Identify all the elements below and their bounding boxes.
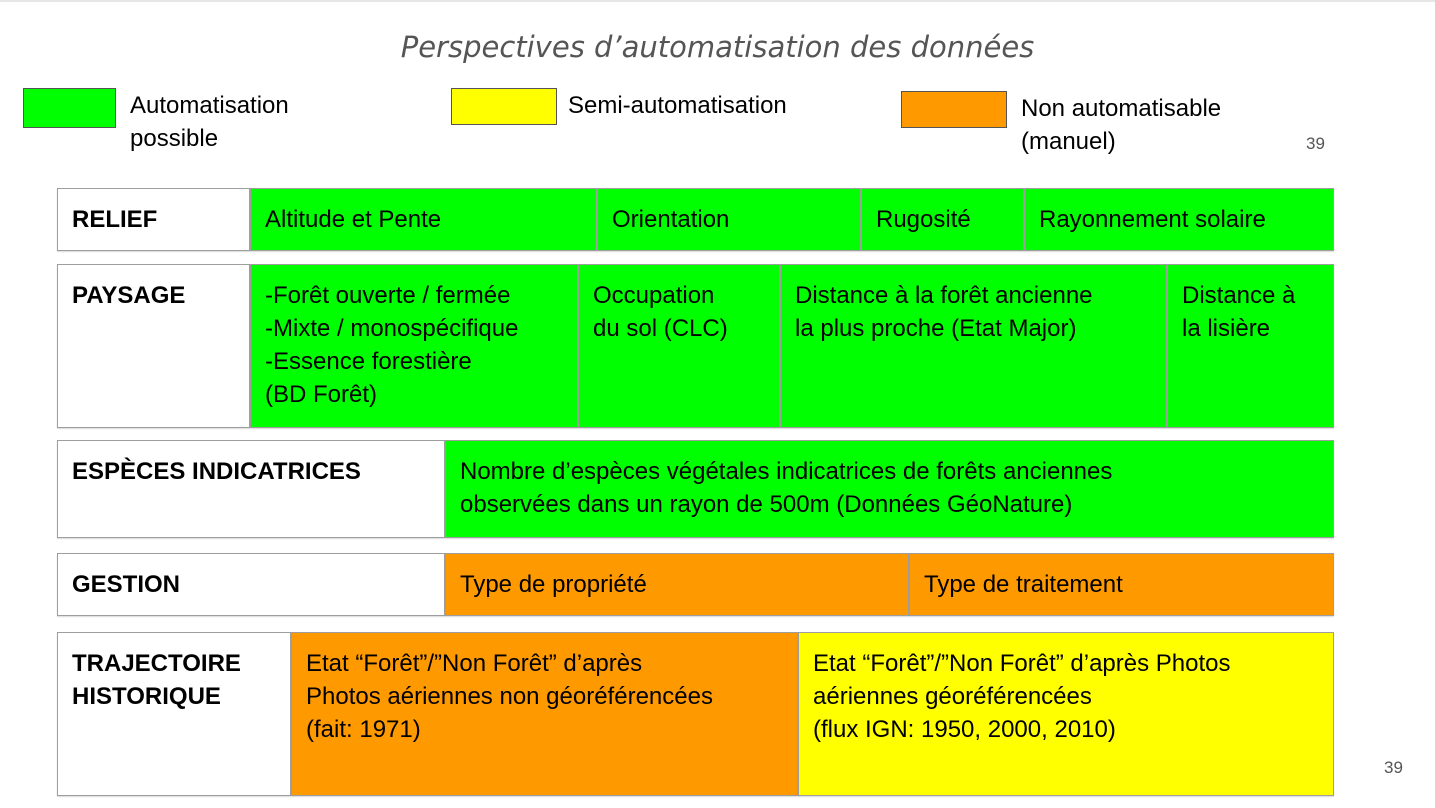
header-gestion: GESTION xyxy=(58,554,444,615)
header-paysage: PAYSAGE xyxy=(58,265,249,427)
cell-occupation-sol: Occupation du sol (CLC) xyxy=(577,265,779,427)
legend-label-automatisation: Automatisation possible xyxy=(130,92,289,152)
cell-rugosite: Rugosité xyxy=(860,189,1023,250)
row-relief xyxy=(57,188,1334,251)
legend-label-semi: Semi-automatisation xyxy=(568,92,787,119)
row-paysage xyxy=(57,264,1334,428)
cell-rayonnement-solaire: Rayonnement solaire xyxy=(1023,189,1333,250)
row-especes xyxy=(57,440,1334,538)
row-gestion xyxy=(57,553,1334,616)
header-especes: ESPÈCES INDICATRICES xyxy=(58,441,444,537)
row-trajectoire xyxy=(57,632,1334,796)
cell-altitude-pente: Altitude et Pente xyxy=(249,189,596,250)
legend-label-manuel: Non automatisable (manuel) xyxy=(1021,95,1222,155)
legend-swatch-manuel xyxy=(901,91,1007,128)
cell-type-traitement: Type de traitement xyxy=(908,554,1333,615)
cell-distance-lisiere: Distance à la lisière xyxy=(1166,265,1333,427)
header-trajectoire: TRAJECTOIRE HISTORIQUE xyxy=(58,633,290,795)
legend-swatch-automatisation xyxy=(23,88,116,128)
page-number-top: 39 xyxy=(1306,134,1325,153)
header-relief: RELIEF xyxy=(58,189,249,250)
cell-photos-georef: Etat “Forêt”/”Non Forêt” d’après Photos aériennes géoréférencées (flux IGN: 1950, 2000, 2010) xyxy=(797,633,1333,795)
page-number-bottom: 39 xyxy=(1384,758,1403,777)
slide-title: Perspectives d’automatisation des données xyxy=(400,30,1035,64)
cell-foret-types: -Forêt ouverte / fermée -Mixte / monospécifique -Essence forestière (BD Forêt) xyxy=(249,265,577,427)
cell-orientation: Orientation xyxy=(596,189,860,250)
cell-photos-non-georef: Etat “Forêt”/”Non Forêt” d’après Photos aériennes non géoréférencées (fait: 1971) xyxy=(290,633,797,795)
top-divider xyxy=(0,0,1435,2)
legend-swatch-semi xyxy=(451,88,557,125)
cell-nombre-especes: Nombre d’espèces végétales indicatrices de forêts anciennes observées dans un rayon de 500m (Données GéoNature) xyxy=(444,441,1333,537)
cell-type-propriete: Type de propriété xyxy=(444,554,908,615)
cell-distance-foret-ancienne: Distance à la forêt ancienne la plus proche (Etat Major) xyxy=(779,265,1166,427)
